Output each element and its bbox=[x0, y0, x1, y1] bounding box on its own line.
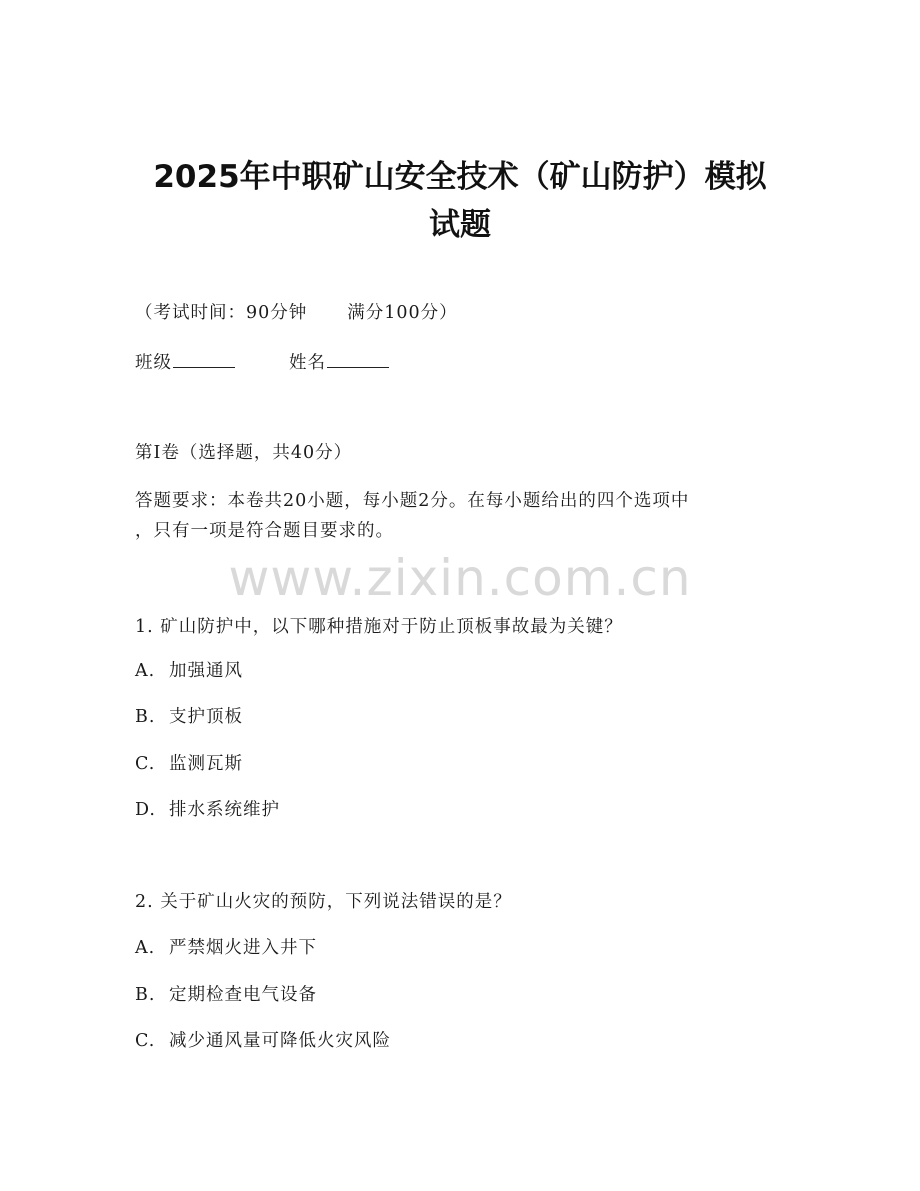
watermark: www.zixin.com.cn bbox=[228, 549, 692, 607]
option-letter: C. bbox=[135, 1031, 156, 1051]
question-2-option-b bbox=[135, 984, 317, 1006]
instructions-line-1: 答题要求：本卷共20小题，每小题2分。在每小题给出的四个选项中 bbox=[135, 491, 690, 511]
question-1-option-d bbox=[135, 799, 280, 821]
option-text: 严禁烟火进入井下 bbox=[169, 938, 317, 958]
section-heading: 第I卷（选择题，共40分） bbox=[135, 443, 353, 463]
option-text: 排水系统维护 bbox=[169, 800, 280, 820]
option-text: 定期检查电气设备 bbox=[169, 985, 317, 1005]
question-1-option-a bbox=[135, 660, 243, 682]
student-fields bbox=[135, 351, 389, 374]
question-1-stem: 1. 矿山防护中，以下哪种措施对于防止顶板事故最为关键？ bbox=[135, 617, 623, 637]
option-text: 监测瓦斯 bbox=[169, 754, 243, 774]
question-1-option-b bbox=[135, 706, 243, 728]
option-text: 加强通风 bbox=[169, 661, 243, 681]
class-blank bbox=[173, 351, 235, 368]
document-title-line-1: 2025年中职矿山安全技术（矿山防护）模拟 bbox=[153, 159, 767, 195]
option-text: 减少通风量可降低火灾风险 bbox=[169, 1031, 391, 1051]
name-label: 姓名 bbox=[289, 353, 326, 373]
question-2-option-a bbox=[135, 937, 317, 959]
option-text: 支护顶板 bbox=[169, 707, 243, 727]
question-1-option-c bbox=[135, 753, 243, 775]
question-2-stem: 2. 关于矿山火灾的预防，下列说法错误的是？ bbox=[135, 892, 512, 912]
question-2-option-c bbox=[135, 1030, 391, 1052]
option-letter: D. bbox=[135, 800, 156, 820]
instructions-line-2: ，只有一项是符合题目要求的。 bbox=[135, 521, 394, 541]
exam-info bbox=[135, 302, 458, 324]
option-letter: B. bbox=[135, 985, 156, 1005]
exam-time: （考试时间：90分钟 bbox=[135, 303, 308, 323]
name-blank bbox=[327, 351, 389, 368]
class-label: 班级 bbox=[135, 353, 172, 373]
option-letter: A. bbox=[135, 938, 156, 958]
option-letter: B. bbox=[135, 707, 156, 727]
document-title-line-2: 试题 bbox=[429, 207, 491, 243]
exam-score: 满分100分） bbox=[347, 303, 458, 323]
option-letter: A. bbox=[135, 661, 156, 681]
option-letter: C. bbox=[135, 754, 156, 774]
